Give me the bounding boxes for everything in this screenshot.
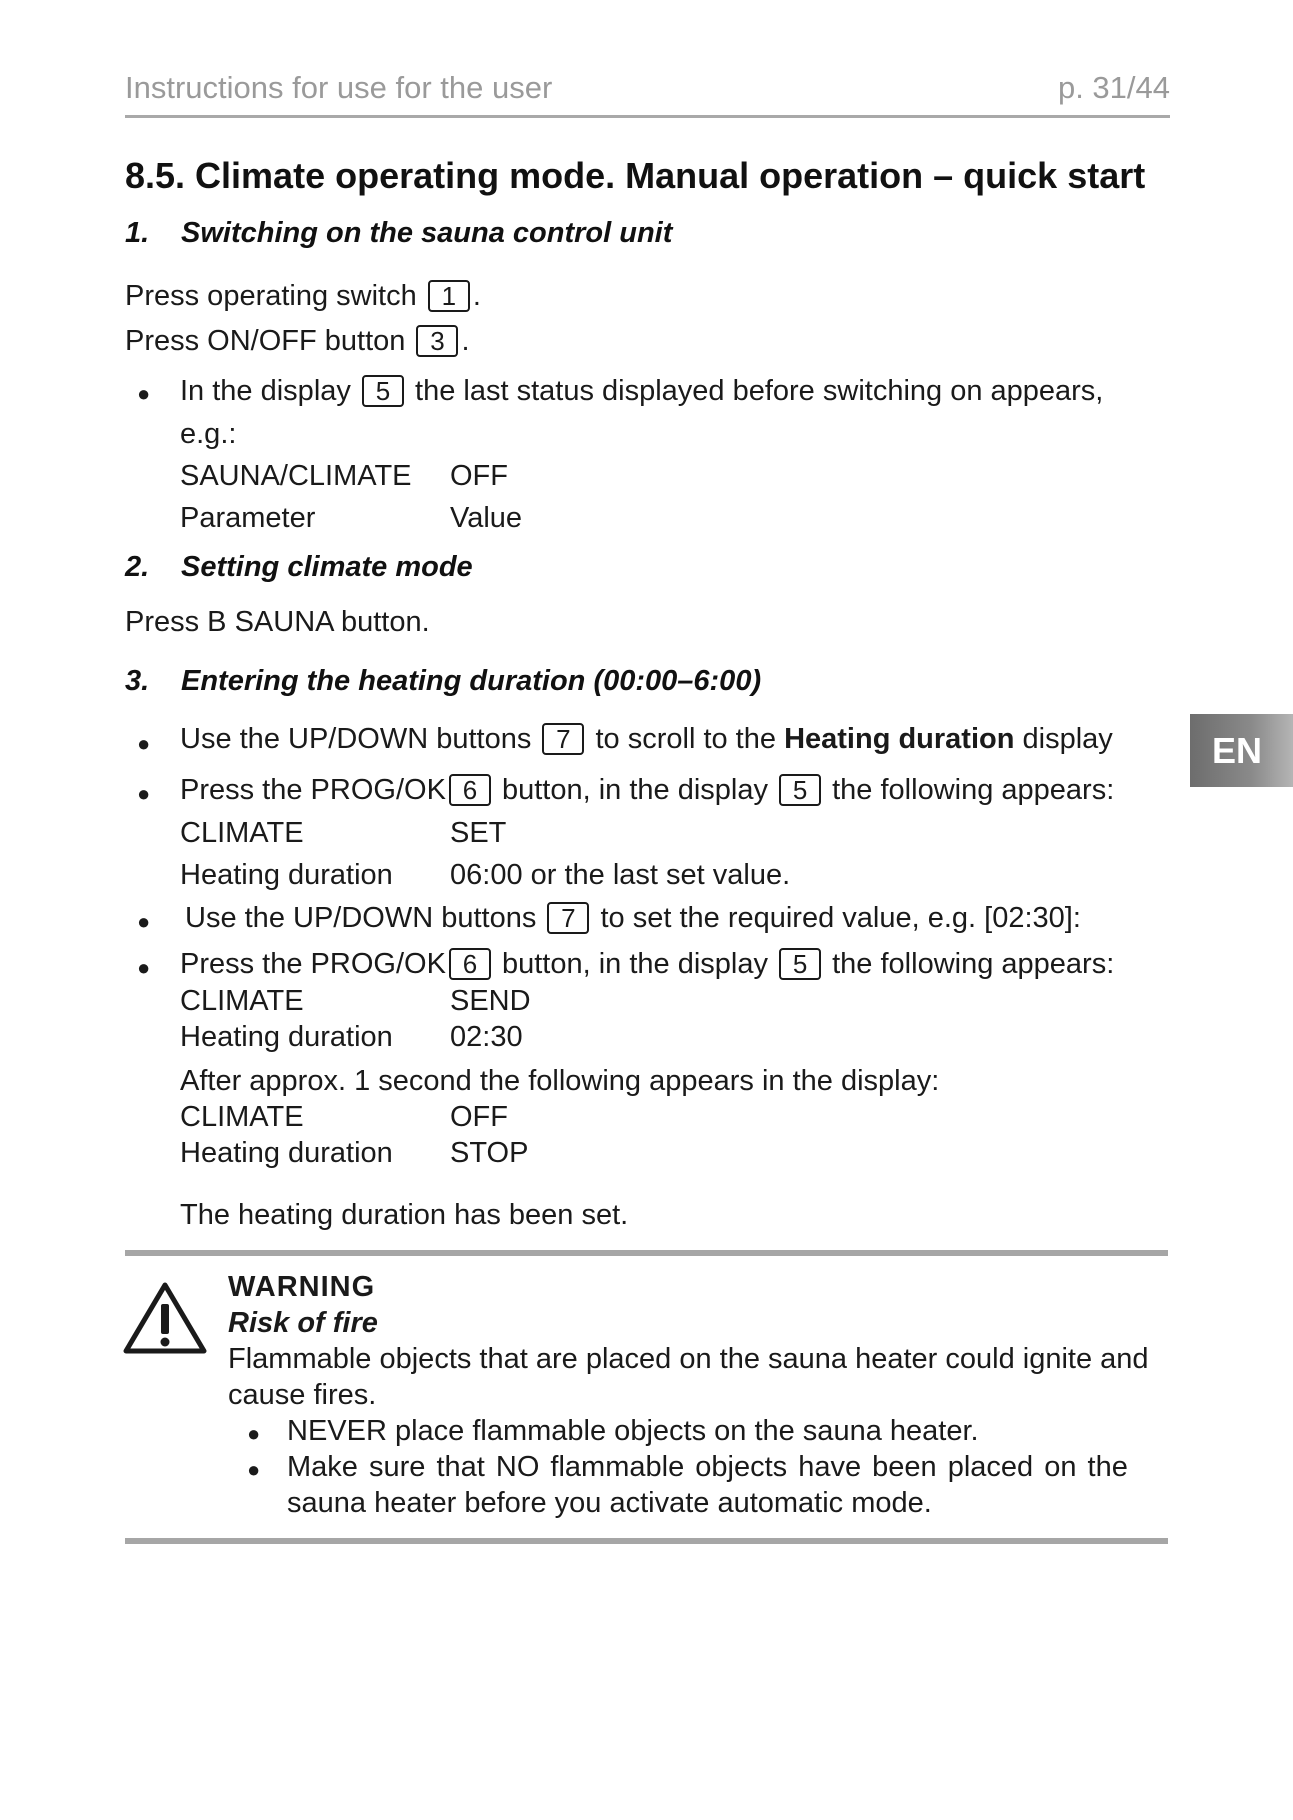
display-value: SET	[450, 817, 507, 849]
step-1-bullet-cont: e.g.:	[180, 418, 237, 450]
text: .	[472, 280, 481, 312]
step-3-number: 3.	[125, 665, 150, 697]
step-3-bullet-1	[180, 723, 1113, 756]
step-2-number: 2.	[125, 551, 150, 583]
key-3-box: 3	[416, 325, 458, 357]
step-2-text: Press B SAUNA button.	[125, 606, 430, 638]
step-2-heading	[125, 551, 473, 584]
bullet-dot: ●	[137, 909, 151, 934]
step-1-line-1	[125, 280, 481, 313]
document-title: Instructions for use for the user	[125, 70, 553, 105]
display-value: OFF	[450, 460, 508, 492]
display-label: CLIMATE	[180, 1101, 304, 1133]
display-value: Value	[450, 502, 523, 534]
warning-text-line-1: Flammable objects that are placed on the sauna heater could ignite and	[228, 1343, 1149, 1375]
text: display	[1022, 723, 1113, 755]
display-value: 06:00 or the last set value.	[450, 859, 791, 891]
display-label: Heating duration	[180, 1021, 393, 1053]
bullet-dot: ●	[137, 955, 151, 980]
step-3-title: Entering the heating duration (00:00–6:00)	[181, 665, 762, 697]
text: button, in the display	[501, 774, 768, 806]
display-label: CLIMATE	[180, 817, 304, 849]
warning-top-rule	[125, 1250, 1168, 1256]
section-title: 8.5. Climate operating mode. Manual operation – quick start	[125, 155, 1146, 196]
step-1-title: Switching on the sauna control unit	[181, 217, 673, 249]
key-5-box: 5	[779, 774, 821, 806]
bullet-dot: ●	[137, 731, 151, 756]
bullet-dot: ●	[137, 381, 151, 406]
display-value: 02:30	[450, 1021, 523, 1053]
text: Press operating switch	[125, 280, 417, 312]
step-2-title: Setting climate mode	[181, 551, 473, 583]
step-3-bullet-4	[180, 948, 1114, 981]
language-tab-en: EN	[1190, 714, 1293, 787]
display-label: CLIMATE	[180, 985, 304, 1017]
step-3-heading	[125, 665, 761, 698]
bold-text: Heating duration	[784, 723, 1015, 755]
warning-subtitle: Risk of fire	[228, 1307, 378, 1339]
bullet-dot: ●	[247, 1421, 261, 1446]
text: Press the PROG/OK	[180, 948, 446, 980]
display-value: STOP	[450, 1137, 529, 1169]
bullet-dot: ●	[247, 1457, 261, 1482]
text: the last status displayed before switching on appears,	[415, 375, 1104, 407]
key-5-box: 5	[779, 948, 821, 980]
display-label: Heating duration	[180, 1137, 393, 1169]
key-7-box: 7	[542, 723, 584, 755]
warning-bullet-2-line-1: Make sure that NO flammable objects have been placed on the	[287, 1451, 1128, 1483]
text: button, in the display	[501, 948, 768, 980]
step-1-heading	[125, 217, 672, 250]
key-6-box: 6	[449, 774, 491, 806]
step-1-line-2	[125, 325, 470, 358]
key-6-box: 6	[449, 948, 491, 980]
text: Press the PROG/OK	[180, 774, 446, 806]
warning-text-line-2: cause fires.	[228, 1379, 377, 1411]
text: Press ON/OFF button	[125, 325, 406, 357]
done-text: The heating duration has been set.	[180, 1199, 629, 1231]
header-divider	[125, 115, 1170, 118]
step-1-bullet	[180, 375, 1103, 408]
display-value: SEND	[450, 985, 531, 1017]
text: .	[461, 325, 470, 357]
text: Use the UP/DOWN buttons	[180, 723, 532, 755]
after-text: After approx. 1 second the following appears in the display:	[180, 1065, 940, 1097]
display-label: Parameter	[180, 502, 316, 534]
page-number: p. 31/44	[1057, 70, 1170, 105]
bullet-dot: ●	[137, 781, 151, 806]
key-1-box: 1	[428, 280, 470, 312]
step-3-bullet-2	[180, 774, 1114, 807]
warning-title: WARNING	[228, 1271, 376, 1303]
warning-triangle-icon	[122, 1280, 208, 1356]
warning-bullet-1: NEVER place flammable objects on the sauna heater.	[287, 1415, 979, 1447]
text: to set the required value, e.g. [02:30]:	[600, 902, 1081, 934]
text: the following appears:	[832, 774, 1115, 806]
text: the following appears:	[832, 948, 1115, 980]
display-value: OFF	[450, 1101, 508, 1133]
warning-bottom-rule	[125, 1538, 1168, 1544]
step-3-bullet-3	[185, 902, 1081, 935]
key-7-box: 7	[547, 902, 589, 934]
display-label: SAUNA/CLIMATE	[180, 460, 412, 492]
step-1-number: 1.	[125, 217, 150, 249]
text: Use the UP/DOWN buttons	[185, 902, 537, 934]
key-5-box: 5	[362, 375, 404, 407]
warning-bullet-2-line-2: sauna heater before you activate automatic mode.	[287, 1487, 932, 1519]
text: to scroll to the	[595, 723, 776, 755]
text: In the display	[180, 375, 351, 407]
display-label: Heating duration	[180, 859, 393, 891]
